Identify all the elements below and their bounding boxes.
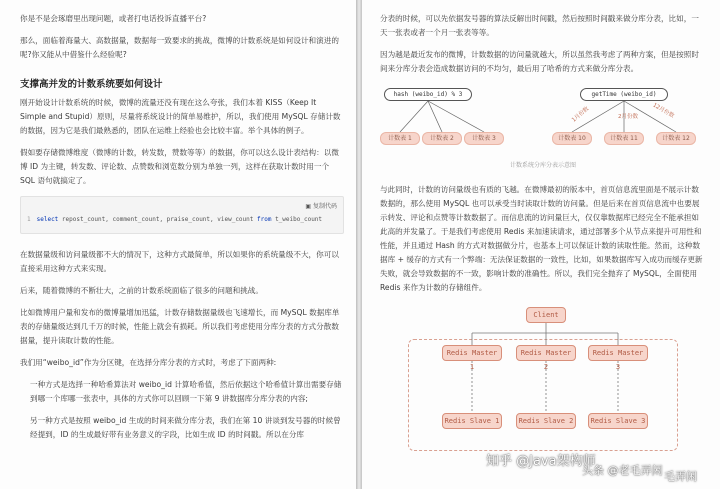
list-item: 另一种方式是按照 weibo_id 生成的时间来做分库分表，我们在第 10 讲谈到发号器的时候曾经提到，ID 的生成最好带有业务意义的字段，比如生成 ID 的时间戳。所以在分库 — [30, 416, 341, 439]
paragraph: 与此同时，计数的访问量级也有质的飞越。在微博最初的版本中，首页信息流里面是不展示计数数据的，那么使用 MySQL 也可以承受当时读取计数的访问量。但是后来在首页信息流中也要展示转发、评论和点赞等计数数据了。而信息流的访问量巨大，仅仅靠数据库已经完全不能承担如此高的并发量了。于是我们考虑使用 Redis 来加速读请求，通过部署多个从节点来提升可用性和性能，并且通过 Hash 的方式对数据做分片，也基本上可以保证计数的读取性能。然而，这种数据库 + 缓存的方式有一个弊端：无法保证数据的一致性，比如，如果数据库写入成功而缓存更新失败，就会导致数据的不一致，影响计数的准确性。所以，我们完全抛弃了 MySQL，全面使用 Redis 来作为计数的存储组件。 — [380, 185, 703, 292]
section-heading: 支撑高并发的计数系统要如何设计 — [20, 79, 163, 90]
right-page — [362, 0, 720, 489]
option-list — [20, 378, 344, 442]
watermark: 毛弄闲 — [664, 470, 697, 483]
copy-icon: ▣ — [305, 203, 313, 210]
table-box: 计数表 11 — [604, 132, 644, 145]
code-text: t_weibo_count — [271, 216, 323, 223]
redis-slave-node: Redis Slave 3 — [588, 413, 648, 429]
line-number: 1 — [27, 216, 31, 223]
paragraph: 在数据量级和访问量级都不大的情况下，这种方式最简单，所以如果你的系统量级不大，你可以直接采用这种方式来实现。 — [20, 250, 339, 273]
redis-master-node: Redis Master 2 — [516, 345, 576, 361]
month-label: 2月份数 — [618, 114, 638, 120]
client-node: Client — [526, 307, 566, 323]
code-line — [27, 216, 322, 223]
paragraph: 假如要存储微博维度（微博的计数，转发数，赞数等等）的数据，你可以这么设计表结构：以微博 ID 为主键，转发数、评论数、点赞数和浏览数分别为单独一列，这样在获取计数时用一个 SQL 语句就搞定了。 — [20, 148, 339, 185]
sharding-diagram — [380, 84, 706, 154]
redis-architecture-diagram — [380, 305, 706, 455]
code-keyword: select — [36, 216, 59, 223]
redis-slave-node: Redis Slave 2 — [516, 413, 576, 429]
month-label: 1月份数 — [571, 106, 591, 124]
paragraph: 刚开始设计计数系统的时候，微博的流量还没有现在这么夸张，我们本着 KISS（Keep It Simple and Stupid）原则，尽量将系统设计的简单易维护，所以，我们使用 MySQL 存储计数的数据，因为它是我们最熟悉的，团队在运维上经验也会比较丰富。举个具体的例子。 — [20, 98, 341, 135]
paragraph: 比如微博用户量和发布的微博量增加迅猛，计数存储数据量级也飞速增长，而 MySQL 数据库单表的存储量级达到几千万的时候，性能上就会有损耗。所以我们考虑使用分库分表的方式分散数据量，提升读取计数的性能。 — [20, 308, 340, 345]
code-keyword: from — [257, 216, 272, 223]
code-text: repost_count, comment_count, praise_count, view_count — [58, 216, 257, 223]
paragraph: 你是不是会琢磨里出现问题，或者打电话投诉直播平台? — [20, 14, 207, 23]
redis-master-node: Redis Master 3 — [588, 345, 648, 361]
month-label: 12月份数 — [651, 102, 675, 120]
watermark: 知乎 @Java架构师 — [486, 454, 596, 469]
code-block — [20, 196, 344, 234]
list-item: 一种方式是选择一种哈希算法对 weibo_id 计算哈希值，然后依据这个哈希值计算出需要存储到哪一个库哪一张表中，具体的方式你可以回顾一下第 9 讲数据库分库分表的内容; — [30, 380, 342, 403]
paragraph: 那么，面临着海量大、高数据量，数据每一致要求的挑战，微博的计数系统是如何设计和演进的呢?你又能从中借鉴什么经验呢? — [20, 36, 339, 59]
figure-caption: 计数系统分库分表示意图 — [509, 162, 576, 169]
table-box: 计数表 1 — [380, 132, 420, 145]
gettime-node: getTime (weibo_id) — [580, 88, 668, 101]
paragraph: 分表的时候，可以先依据发号器的算法反解出时间戳，然后按照时间戳来做分库分表，比如，一天一张表或者一个月一张表等等。 — [380, 14, 699, 37]
table-box: 计数表 2 — [422, 132, 462, 145]
paragraph: 后来，随着微博的不断壮大，之前的计数系统面临了很多的问题和挑战。 — [20, 286, 263, 295]
table-box: 计数表 3 — [464, 132, 504, 145]
hash-node: hash (weibo_id) % 3 — [384, 88, 472, 101]
left-page — [0, 0, 356, 489]
redis-slave-node: Redis Slave 1 — [442, 413, 502, 429]
watermark: 头条 @老毛弄闲 — [582, 464, 663, 477]
paragraph: 因为越是最近发布的微博，计数数据的访问量就越大，所以虽然我考虑了两种方案，但是按照时间来分库分表会造成数据访问的不均匀，最后用了哈希的方式来做分库分表。 — [380, 50, 699, 73]
table-box: 计数表 10 — [552, 132, 592, 145]
paragraph: 我们用“weibo_id”作为分区键，在选择分库分表的方式时，考虑了下面两种: — [20, 358, 277, 367]
redis-diagram-lines — [380, 305, 706, 455]
copy-code-button[interactable]: ▣ 复制代码 — [305, 203, 337, 210]
table-box: 计数表 12 — [656, 132, 696, 145]
redis-master-node: Redis Master 1 — [442, 345, 502, 361]
